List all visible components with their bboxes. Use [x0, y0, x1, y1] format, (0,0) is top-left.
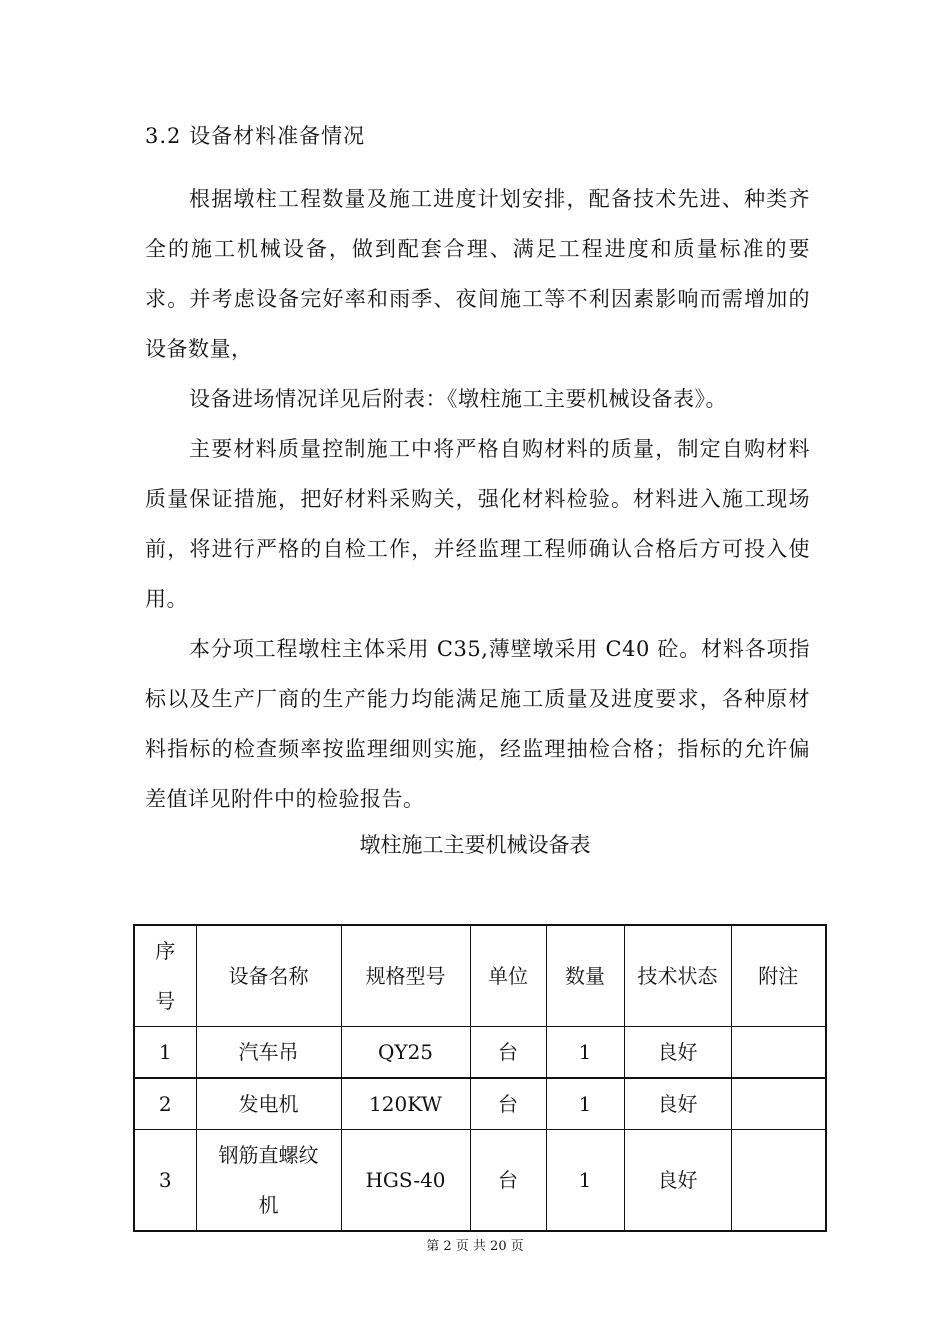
- paragraph-concrete-spec: 本分项工程墩柱主体采用 C35,薄壁墩采用 C40 砼。材料各项指标以及生产厂商的生产能力均能满足施工质量及进度要求，各种原材料指标的检查频率按监理细则实施，经监理抽检合格；指标的允许偏差值详见附件中的检验报告。: [145, 637, 810, 811]
- table-row: [134, 1027, 826, 1079]
- cell-index: 2: [134, 1078, 196, 1130]
- header-cell-unit: 单位: [470, 925, 546, 1027]
- table-header-row: [134, 925, 826, 1027]
- cell-name: 汽车吊: [196, 1027, 341, 1079]
- cell-index: 3: [134, 1130, 196, 1232]
- cell-status: 良好: [624, 1130, 731, 1232]
- cell-remarks: [731, 1078, 826, 1130]
- section-heading: 3.2 设备材料准备情况: [145, 124, 366, 148]
- cell-remarks: [731, 1130, 826, 1232]
- cell-index: 1: [134, 1027, 196, 1079]
- cell-model: QY25: [341, 1027, 470, 1079]
- cell-unit: 台: [470, 1027, 546, 1079]
- header-cell-name: 设备名称: [196, 925, 341, 1027]
- page-footer: 第 2 页 共 20 页: [426, 1239, 524, 1254]
- table-title: 墩柱施工主要机械设备表: [359, 833, 591, 857]
- cell-model: 120KW: [341, 1078, 470, 1130]
- cell-remarks: [731, 1027, 826, 1079]
- table-row: [134, 1078, 826, 1130]
- cell-name: 发电机: [196, 1078, 341, 1130]
- cell-quantity: 1: [546, 1130, 624, 1232]
- header-cell-status: 技术状态: [624, 925, 731, 1027]
- cell-quantity: 1: [546, 1027, 624, 1079]
- cell-quantity: 1: [546, 1078, 624, 1130]
- table-row: [134, 1130, 826, 1232]
- cell-status: 良好: [624, 1078, 731, 1130]
- equipment-table: [133, 924, 827, 1232]
- header-cell-remarks: 附注: [731, 925, 826, 1027]
- header-cell-index: 序号: [134, 925, 196, 1027]
- paragraph-material-quality: 主要材料质量控制施工中将严格自购材料的质量，制定自购材料质量保证措施，把好材料采购关，强化材料检验。材料进入施工现场前，将进行严格的自检工作，并经监理工程师确认合格后方可投入使用。: [145, 437, 810, 611]
- cell-unit: 台: [470, 1130, 546, 1232]
- cell-unit: 台: [470, 1078, 546, 1130]
- cell-model: HGS-40: [341, 1130, 470, 1232]
- paragraph-equipment-entry: 设备进场情况详见后附表：《墩柱施工主要机械设备表》。: [189, 387, 727, 411]
- cell-name: 钢筋直螺纹机: [196, 1130, 341, 1232]
- paragraph-equipment-allocation: 根据墩柱工程数量及施工进度计划安排，配备技术先进、种类齐全的施工机械设备，做到配套合理、满足工程进度和质量标准的要求。并考虑设备完好率和雨季、夜间施工等不利因素影响而需增加的设备数量，: [145, 187, 810, 361]
- cell-status: 良好: [624, 1027, 731, 1079]
- header-cell-quantity: 数量: [546, 925, 624, 1027]
- header-cell-model: 规格型号: [341, 925, 470, 1027]
